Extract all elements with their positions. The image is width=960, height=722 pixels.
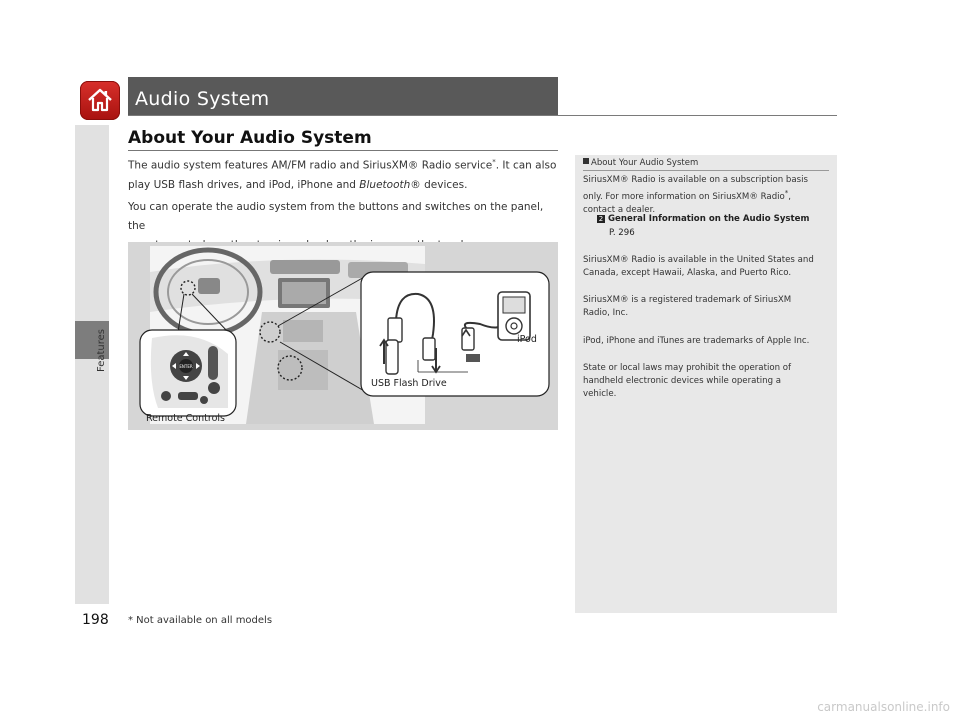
sidebar-crossref-page[interactable]: P. 296 [609, 228, 635, 238]
sidebar-heading-rule [583, 170, 829, 171]
section-title: Audio System [135, 88, 270, 110]
home-button[interactable] [80, 81, 120, 120]
footnote-marker: * [492, 158, 496, 166]
audio-system-illustration [128, 242, 558, 430]
crossref-arrow-icon: 2 [598, 215, 604, 223]
ipod-label: iPod [517, 334, 537, 345]
sidebar-paragraph-subscription: SiriusXM® Radio is available on a subscription basis only. For more information on SiriusXM® Radio*, contact a dealer. [583, 175, 808, 216]
sidebar-paragraph-availability: SiriusXM® Radio is available in the United States and Canada, except Hawaii, Alaska, and Puerto Rico. [583, 255, 814, 279]
usb-flash-drive-label: USB Flash Drive [371, 378, 447, 389]
enter-button-text: ENTER [179, 364, 193, 369]
sidebar-heading: About Your Audio System [583, 158, 698, 168]
footnote: * Not available on all models [128, 615, 273, 626]
title-rule [128, 115, 837, 116]
sidebar-paragraph-laws: State or local laws may prohibit the operation of handheld electronic devices while operating a vehicle. [583, 363, 792, 400]
sidebar-crossref-link[interactable]: 2 General Information on the Audio System [598, 214, 810, 224]
controls-paragraph: You can operate the audio system from the buttons and switches on the panel, the [128, 198, 558, 278]
page-number: 198 [82, 612, 109, 628]
chapter-tab-label: Features [96, 329, 107, 372]
sidebar-paragraph-trademark-siriusxm: SiriusXM® is a registered trademark of SiriusXM Radio, Inc. [583, 295, 792, 319]
remote-controls-label: Remote Controls [146, 413, 225, 424]
watermark: carmanualsonline.info [817, 700, 950, 714]
sidebar-bullet-icon [583, 158, 589, 164]
intro-paragraph: The audio system features AM/FM radio and SiriusXM® Radio service*. It can also play USB flash drives, and iPod, iPhone and Bluetooth® devices. [128, 158, 557, 191]
sidebar-paragraph-trademark-apple: iPod, iPhone and iTunes are trademarks of Apple Inc. [583, 336, 810, 346]
home-icon [87, 87, 113, 113]
dashboard-illustration-svg [128, 242, 558, 430]
heading-rule [128, 150, 558, 151]
page-heading: About Your Audio System [128, 128, 372, 148]
